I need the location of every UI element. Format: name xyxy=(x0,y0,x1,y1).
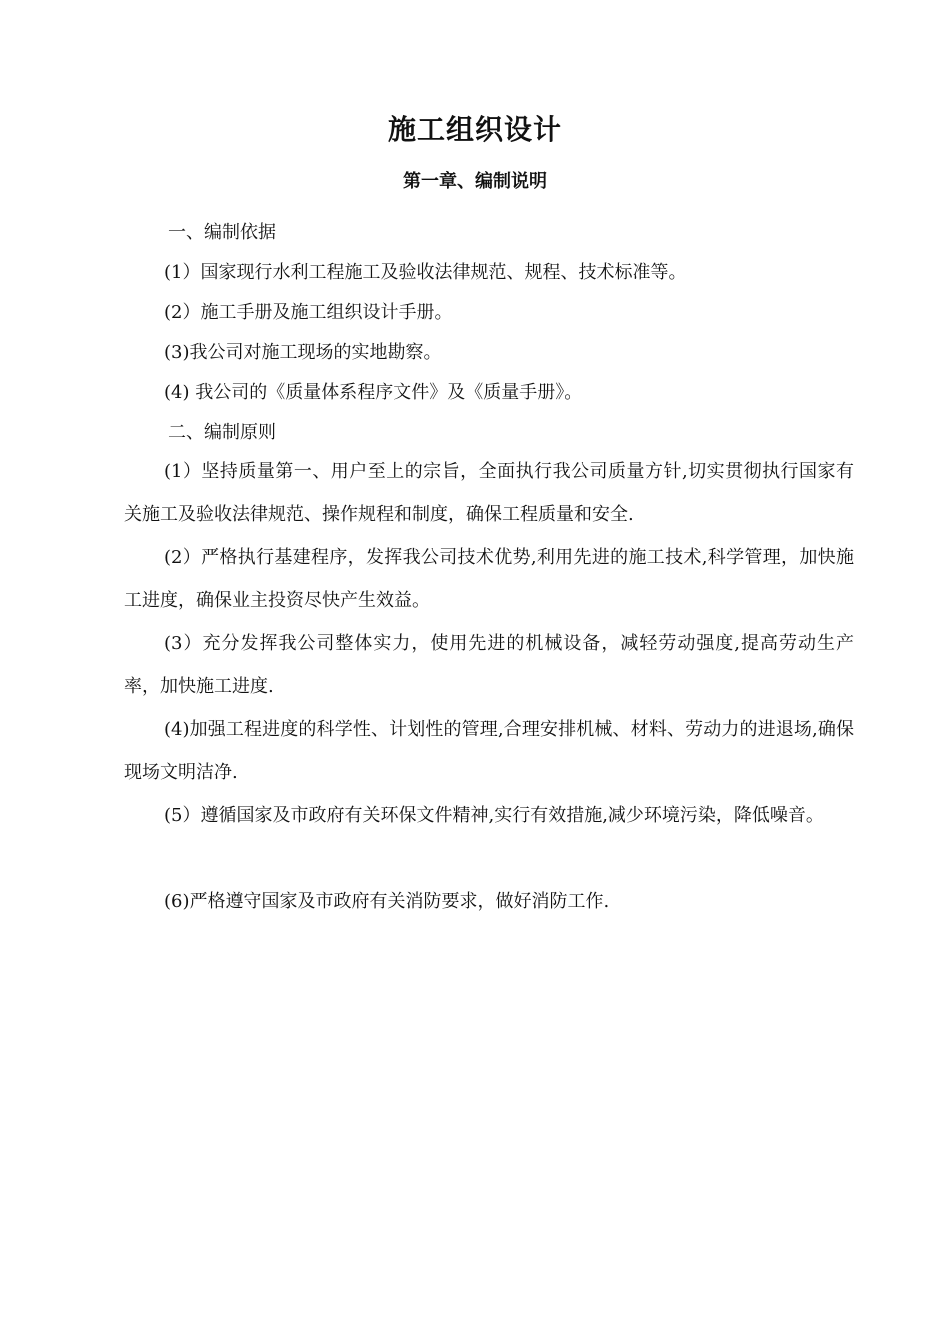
basis-item-1: (1）国家现行水利工程施工及验收法律规范、规程、技术标准等。 xyxy=(164,262,687,283)
principle-item-6: (6)严格遵守国家及市政府有关消防要求，做好消防工作. xyxy=(164,891,610,912)
principle-item-3: (3）充分发挥我公司整体实力，使用先进的机械设备，减轻劳动强度,提高劳动生产率，加快施工进度. xyxy=(124,633,854,697)
document-title: 施工组织设计 xyxy=(387,113,562,146)
basis-item-2: (2）施工手册及施工组织设计手册。 xyxy=(164,302,453,323)
section-heading-principles: 二、编制原则 xyxy=(168,422,276,443)
basis-item-3: (3)我公司对施工现场的实地勘察。 xyxy=(164,342,442,363)
principle-item-5: (5）遵循国家及市政府有关环保文件精神,实行有效措施,减少环境污染，降低噪音。 xyxy=(164,805,824,826)
principle-item-4: (4)加强工程进度的科学性、计划性的管理,合理安排机械、材料、劳动力的进退场,确保现场文明洁净. xyxy=(124,719,854,783)
principle-item-2: (2）严格执行基建程序，发挥我公司技术优势,利用先进的施工技术,科学管理，加快施工进度，确保业主投资尽快产生效益。 xyxy=(124,547,854,611)
basis-item-4: (4) 我公司的《质量体系程序文件》及《质量手册》。 xyxy=(164,382,583,403)
section-heading-basis: 一、编制依据 xyxy=(168,222,276,243)
chapter-heading: 第一章、编制说明 xyxy=(403,171,547,192)
principle-item-1: (1）坚持质量第一、用户至上的宗旨，全面执行我公司质量方针,切实贯彻执行国家有关施工及验收法律规范、操作规程和制度，确保工程质量和安全. xyxy=(124,461,854,525)
